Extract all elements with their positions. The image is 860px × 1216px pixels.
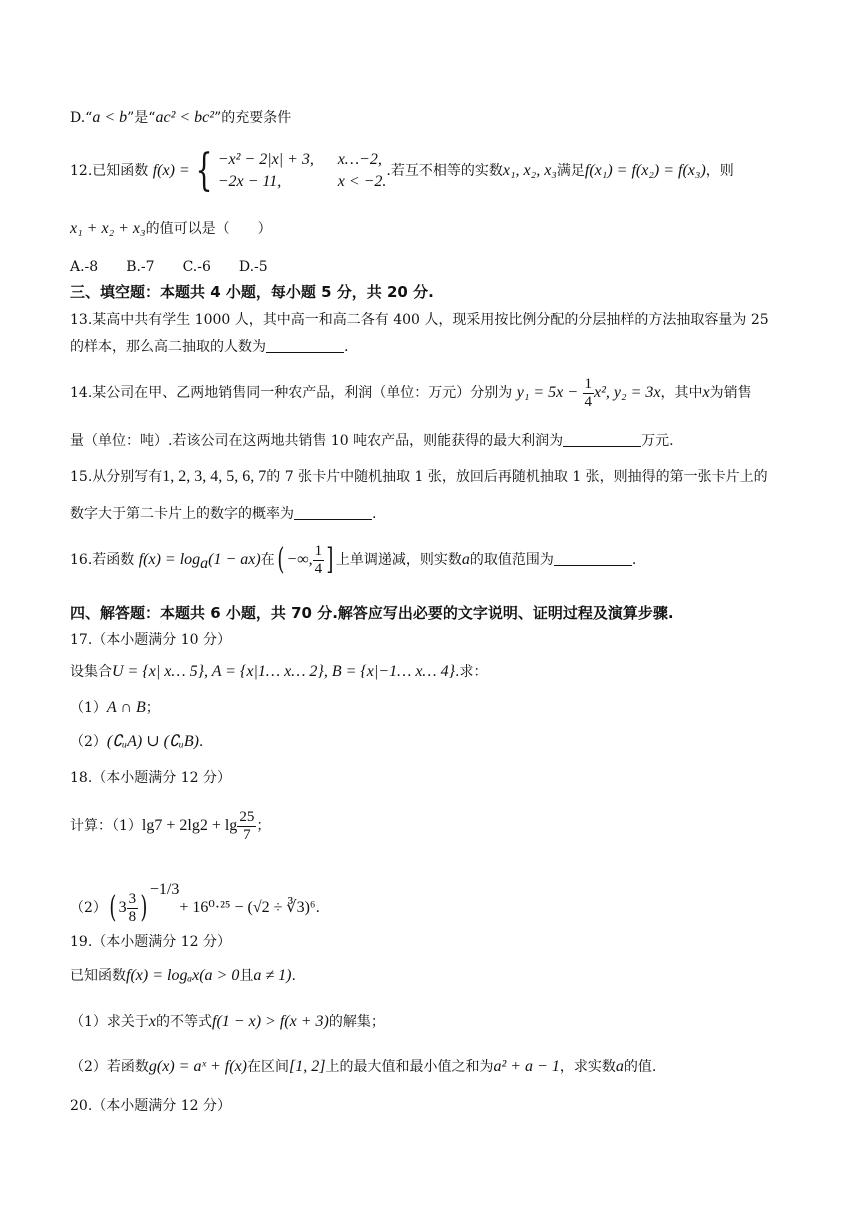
q19-setup-b: a ≠ 1) bbox=[253, 967, 292, 984]
q20-header: 20.（本小题满分 12 分） bbox=[70, 1098, 231, 1114]
fraction bbox=[313, 543, 325, 578]
q17-part2 bbox=[70, 732, 203, 752]
right-bracket: ] bbox=[326, 542, 334, 577]
q13-line1: 13.某高中共有学生 1000 人，其中高一和高二各有 400 人，现采用按比例分配的分层抽样的方法抽取容量为 25 bbox=[70, 312, 769, 328]
q16-interval-left: −∞, bbox=[286, 551, 313, 568]
q19-part1-a: （1）求关于 bbox=[70, 1014, 149, 1030]
fraction-denominator: 8 bbox=[128, 908, 137, 925]
q19-part2-e: 的值. bbox=[623, 1059, 657, 1075]
left-paren: ( bbox=[109, 890, 117, 925]
fraction-numerator: 1 bbox=[314, 542, 323, 559]
q11-option-d bbox=[70, 108, 291, 128]
q12-prefix: 12.已知函数 bbox=[70, 163, 149, 179]
q16-fx: f(x) = log bbox=[138, 551, 201, 568]
fraction-numerator: 3 bbox=[128, 890, 137, 907]
q12-fx: f(x) = bbox=[152, 162, 190, 179]
q13-text: 的样本，那么高二抽取的人数为 bbox=[70, 339, 266, 355]
q16-log-base: a bbox=[200, 554, 209, 572]
piecewise-brace: { bbox=[195, 145, 213, 196]
q14-end: 万元. bbox=[641, 433, 674, 449]
q11-d-suffix: ”的充要条件 bbox=[214, 110, 292, 126]
q19-setup-and: 且 bbox=[239, 968, 254, 984]
q15-text-c: 数字大于第二卡片上的数字的概率为 bbox=[70, 506, 294, 522]
q16-arg: (1 − ax) bbox=[208, 551, 261, 568]
section-4-title: 四、解答题：本题共 6 小题，共 70 分.解答应写出必要的文字说明、证明过程及演算步骤. bbox=[70, 604, 674, 622]
answer-blank bbox=[294, 505, 372, 520]
q14-text-b: ，其中 bbox=[660, 385, 703, 401]
q12-equation: f(x₁) = f(x₂) = f(x₃) bbox=[584, 162, 706, 179]
q17-setup-a: 设集合 bbox=[70, 664, 112, 680]
left-paren: ( bbox=[277, 542, 285, 577]
q12-options: A.-8 B.-7 C.-6 D.-5 bbox=[70, 259, 268, 275]
q12-text-after: .若互不相等的实数 bbox=[386, 163, 503, 179]
q18-part1-expr: lg7 + 2lg2 + lg bbox=[141, 817, 238, 834]
q17-part2-expr: (∁ᵤA) ∪ (∁ᵤB) bbox=[106, 733, 199, 750]
q17-sets: U = {x| x… 5}, A = {x|1… x… 2}, B = {x|−1… x… 4} bbox=[112, 663, 456, 680]
q16-text-after: 上单调递减，则实数 bbox=[335, 552, 462, 568]
q17-part1 bbox=[70, 698, 160, 718]
q16-end: . bbox=[631, 552, 637, 568]
q16-in: 在 bbox=[260, 552, 275, 568]
fraction-numerator: 25 bbox=[239, 808, 255, 825]
q17-part1-label: （1） bbox=[70, 700, 107, 716]
q15-line2 bbox=[70, 504, 376, 524]
q12-statement bbox=[70, 145, 734, 196]
q17-header: 17.（本小题满分 10 分） bbox=[70, 632, 231, 648]
q18-part2-base: 3 bbox=[118, 899, 127, 916]
q12-piecewise bbox=[218, 149, 387, 193]
q18-part2 bbox=[70, 868, 320, 930]
q18-part1-label: 计算：（1） bbox=[70, 818, 142, 834]
fraction-denominator: 4 bbox=[584, 393, 593, 410]
q17-part1-expr: A ∩ B bbox=[106, 699, 146, 716]
right-paren: ) bbox=[140, 890, 148, 925]
q17-setup bbox=[70, 662, 488, 682]
q18-part2-exponent: −1/3 bbox=[149, 881, 180, 898]
q12-piece2-cond: x < −2. bbox=[337, 173, 387, 190]
q19-setup-a: 已知函数 bbox=[70, 968, 126, 984]
fraction-numerator: 1 bbox=[584, 375, 593, 392]
q15-line1 bbox=[70, 467, 768, 487]
section-3-title: 三、填空题：本题共 4 小题，每小题 5 分，共 20 分. bbox=[70, 283, 434, 301]
q19-part2-sum: a² + a − 1 bbox=[493, 1058, 560, 1075]
q19-part1-b: 的不等式 bbox=[156, 1014, 213, 1030]
q15-end: . bbox=[372, 506, 377, 522]
q19-part1-ineq: f(1 − x) > f(x + 3) bbox=[212, 1013, 329, 1030]
q19-part2-g: g(x) = aˣ + f(x) bbox=[148, 1058, 247, 1075]
q15-nums: 1, 2, 3, 4, 5, 6, 7 bbox=[162, 468, 267, 485]
q15-text-a: 15.从分别写有 bbox=[70, 469, 163, 485]
q18-part2-label: （2） bbox=[70, 900, 107, 916]
q14-text-d: 量（单位：吨）.若该公司在这两地共销售 10 吨农产品，则能获得的最大利润为 bbox=[70, 433, 564, 449]
q11-d-cond2: ac² < bc² bbox=[155, 109, 215, 126]
q12-piece1-cond: x…−2, bbox=[337, 151, 382, 168]
q15-text-b: 的 7 张卡片中随机抽取 1 张，放回后再随机抽取 1 张，则抽得的第一张卡片上的 bbox=[266, 469, 768, 485]
q19-part1-c: 的解集； bbox=[328, 1014, 385, 1030]
q17-part2-end: . bbox=[198, 734, 204, 750]
q14-line2 bbox=[70, 431, 674, 451]
q14-y1-lhs: y₁ = 5x − bbox=[516, 384, 579, 401]
q12-question bbox=[70, 219, 272, 239]
fraction bbox=[127, 891, 139, 926]
q14-text-a: 14.某公司在甲、乙两地销售同一种农产品，利润（单位：万元）分别为 bbox=[70, 385, 513, 401]
answer-blank bbox=[554, 551, 632, 566]
q17-part2-label: （2） bbox=[70, 734, 107, 750]
q11-d-mid: ”是“ bbox=[127, 110, 156, 126]
q19-part2-d: ，求实数 bbox=[559, 1059, 616, 1075]
q12-question-text: 的值可以是（ ） bbox=[145, 221, 272, 237]
q17-part1-end: ； bbox=[145, 700, 160, 716]
fraction bbox=[583, 376, 595, 411]
q13-line2 bbox=[70, 337, 348, 357]
q16-prefix: 16.若函数 bbox=[70, 552, 135, 568]
q19-setup bbox=[70, 966, 296, 986]
q19-header: 19.（本小题满分 12 分） bbox=[70, 934, 231, 950]
q12-piece1-expr: −x² − 2|x| + 3, bbox=[217, 151, 314, 168]
q19-part2 bbox=[70, 1057, 656, 1077]
q19-part2-interval: [1, 2] bbox=[289, 1058, 326, 1075]
q19-part2-b: 在区间 bbox=[247, 1059, 289, 1075]
q13-end: . bbox=[344, 339, 349, 355]
q12-sum: x₁ + x₂ + x₃ bbox=[70, 220, 146, 237]
q16-line bbox=[70, 540, 636, 584]
q18-part2-end: . bbox=[315, 900, 320, 916]
answer-blank bbox=[563, 432, 641, 447]
q14-var-x: x bbox=[702, 384, 710, 401]
q18-part1-end: ； bbox=[256, 818, 271, 834]
q12-vars: x₁, x₂, x₃ bbox=[502, 162, 557, 179]
q14-text-c: 为销售 bbox=[709, 385, 752, 401]
q17-setup-b: .求： bbox=[455, 664, 488, 680]
answer-blank bbox=[266, 338, 344, 353]
q19-part2-a-var: a bbox=[615, 1058, 624, 1075]
fraction bbox=[237, 809, 256, 844]
q11-d-cond1: a < b bbox=[92, 109, 128, 126]
q16-text-range: 的取值范围为 bbox=[469, 552, 554, 568]
q12-piece2-expr: −2x − 11, bbox=[217, 173, 282, 190]
q14-y1-rhs: x², y₂ = 3x bbox=[594, 384, 661, 401]
q19-fx: f(x) = logₐx(a > 0 bbox=[126, 967, 240, 984]
fraction-denominator: 4 bbox=[314, 560, 323, 577]
fraction-denominator: 7 bbox=[243, 826, 251, 843]
q19-setup-end: . bbox=[291, 968, 296, 984]
q11-d-prefix: D.“ bbox=[70, 110, 93, 126]
q19-part1 bbox=[70, 1012, 385, 1032]
q12-text-then: ，则 bbox=[705, 163, 734, 179]
q19-part1-x: x bbox=[148, 1013, 157, 1030]
q19-part2-c: 上的最大值和最小值之和为 bbox=[325, 1059, 494, 1075]
q18-header: 18.（本小题满分 12 分） bbox=[70, 770, 231, 786]
q18-part1 bbox=[70, 806, 270, 846]
q12-text-satisfy: 满足 bbox=[556, 163, 585, 179]
q19-part2-a: （2）若函数 bbox=[70, 1059, 149, 1075]
q14-line1 bbox=[70, 375, 752, 411]
q18-part2-rest: + 16⁰·²⁵ − (√2 ÷ ∛3)⁶ bbox=[179, 899, 316, 916]
q16-var-a: a bbox=[461, 551, 470, 568]
